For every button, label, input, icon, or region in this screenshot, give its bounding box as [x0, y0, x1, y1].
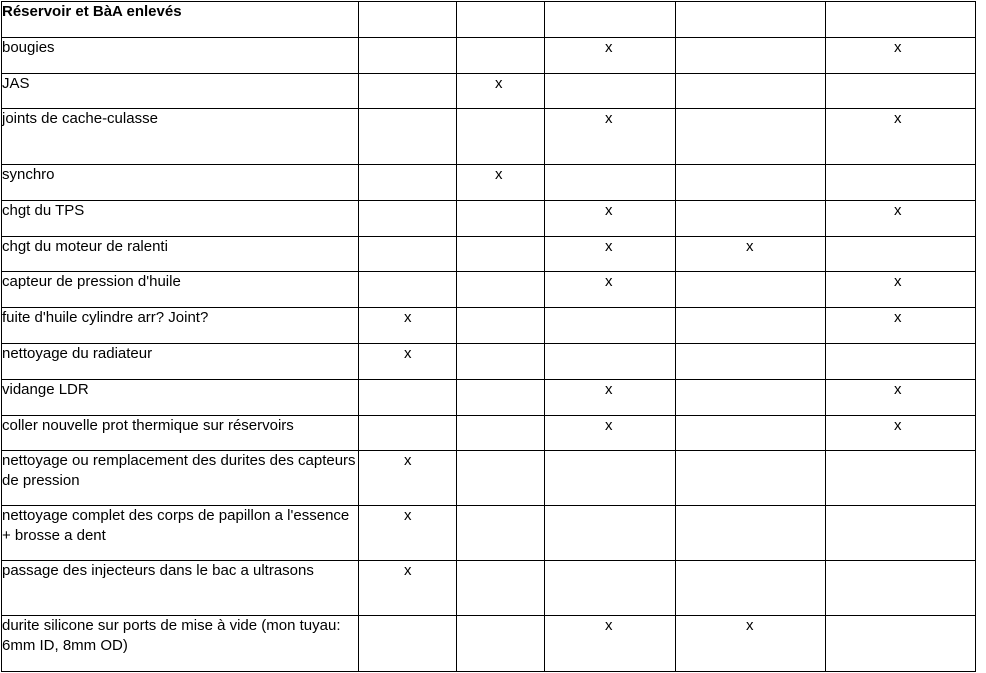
mark-value: x	[404, 452, 412, 469]
mark-value: x	[746, 238, 754, 255]
mark-cell	[826, 237, 976, 272]
header-cell	[545, 2, 676, 38]
table-row	[2, 237, 976, 272]
mark-cell	[359, 165, 457, 201]
table-row	[2, 451, 976, 506]
mark-cell	[676, 237, 826, 272]
row-label: nettoyage ou remplacement des durites des capteurs de pression	[2, 451, 359, 506]
mark-cell	[676, 74, 826, 109]
mark-cell	[826, 38, 976, 74]
table-row	[2, 272, 976, 308]
table-row	[2, 38, 976, 74]
row-label: JAS	[2, 74, 359, 109]
row-label: durite silicone sur ports de mise à vide (mon tuyau: 6mm ID, 8mm OD)	[2, 616, 359, 672]
mark-cell	[359, 416, 457, 451]
mark-cell	[359, 344, 457, 380]
mark-cell	[676, 416, 826, 451]
mark-cell	[359, 380, 457, 416]
row-label: nettoyage du radiateur	[2, 344, 359, 380]
header-cell	[826, 2, 976, 38]
mark-value: x	[404, 309, 412, 326]
mark-cell	[826, 272, 976, 308]
mark-cell	[676, 165, 826, 201]
table-row	[2, 344, 976, 380]
mark-cell	[457, 201, 545, 237]
table-row	[2, 561, 976, 616]
mark-cell	[676, 308, 826, 344]
mark-cell	[359, 308, 457, 344]
table-row	[2, 165, 976, 201]
row-label: capteur de pression d'huile	[2, 272, 359, 308]
mark-value: x	[894, 202, 902, 219]
mark-cell	[457, 561, 545, 616]
mark-value: x	[894, 39, 902, 56]
row-label: nettoyage complet des corps de papillon a l'essence + brosse a dent	[2, 506, 359, 561]
mark-cell	[676, 344, 826, 380]
table-row	[2, 308, 976, 344]
mark-cell	[457, 272, 545, 308]
mark-cell	[545, 38, 676, 74]
mark-cell	[545, 272, 676, 308]
row-label: vidange LDR	[2, 380, 359, 416]
mark-cell	[676, 506, 826, 561]
row-label: synchro	[2, 165, 359, 201]
mark-cell	[545, 109, 676, 165]
mark-cell	[359, 38, 457, 74]
task-table	[1, 1, 976, 672]
mark-cell	[545, 344, 676, 380]
table-row	[2, 506, 976, 561]
mark-cell	[676, 201, 826, 237]
mark-cell	[545, 165, 676, 201]
mark-cell	[826, 308, 976, 344]
mark-cell	[457, 344, 545, 380]
mark-cell	[359, 272, 457, 308]
mark-cell	[676, 38, 826, 74]
mark-cell	[826, 74, 976, 109]
header-cell	[457, 2, 545, 38]
mark-cell	[545, 74, 676, 109]
mark-cell	[545, 616, 676, 672]
mark-cell	[457, 308, 545, 344]
mark-value: x	[894, 417, 902, 434]
table-row	[2, 616, 976, 672]
mark-value: x	[605, 273, 613, 290]
mark-cell	[457, 38, 545, 74]
mark-cell	[676, 451, 826, 506]
mark-cell	[457, 451, 545, 506]
mark-cell	[545, 506, 676, 561]
mark-cell	[457, 237, 545, 272]
mark-cell	[457, 74, 545, 109]
mark-cell	[457, 165, 545, 201]
mark-cell	[545, 201, 676, 237]
mark-cell	[545, 451, 676, 506]
mark-cell	[359, 74, 457, 109]
mark-value: x	[894, 273, 902, 290]
mark-cell	[826, 201, 976, 237]
mark-cell	[545, 416, 676, 451]
mark-cell	[826, 451, 976, 506]
mark-value: x	[605, 202, 613, 219]
row-label: bougies	[2, 38, 359, 74]
mark-cell	[826, 344, 976, 380]
row-label: passage des injecteurs dans le bac a ultrasons	[2, 561, 359, 616]
mark-value: x	[605, 238, 613, 255]
mark-cell	[457, 109, 545, 165]
mark-cell	[676, 616, 826, 672]
mark-cell	[826, 616, 976, 672]
table-row	[2, 109, 976, 165]
mark-cell	[826, 380, 976, 416]
mark-cell	[545, 380, 676, 416]
row-label: chgt du moteur de ralenti	[2, 237, 359, 272]
mark-value: x	[495, 166, 503, 183]
mark-cell	[457, 416, 545, 451]
mark-cell	[676, 109, 826, 165]
mark-cell	[545, 561, 676, 616]
mark-cell	[457, 380, 545, 416]
mark-value: x	[605, 617, 613, 634]
header-row	[2, 2, 976, 38]
mark-cell	[359, 451, 457, 506]
table-row	[2, 201, 976, 237]
table-row	[2, 74, 976, 109]
mark-value: x	[404, 562, 412, 579]
table-row	[2, 416, 976, 451]
mark-cell	[545, 237, 676, 272]
mark-value: x	[404, 507, 412, 524]
mark-cell	[359, 201, 457, 237]
table-row	[2, 380, 976, 416]
header-cell	[359, 2, 457, 38]
mark-cell	[826, 165, 976, 201]
mark-cell	[359, 506, 457, 561]
mark-value: x	[605, 39, 613, 56]
mark-cell	[676, 561, 826, 616]
mark-cell	[457, 616, 545, 672]
mark-cell	[359, 109, 457, 165]
mark-cell	[826, 416, 976, 451]
mark-value: x	[404, 345, 412, 362]
row-label: chgt du TPS	[2, 201, 359, 237]
mark-value: x	[605, 110, 613, 127]
mark-cell	[359, 561, 457, 616]
mark-cell	[359, 616, 457, 672]
header-label: Réservoir et BàA enlevés	[2, 2, 359, 38]
mark-cell	[545, 308, 676, 344]
mark-cell	[826, 109, 976, 165]
row-label: fuite d'huile cylindre arr? Joint?	[2, 308, 359, 344]
row-label: coller nouvelle prot thermique sur réservoirs	[2, 416, 359, 451]
mark-cell	[359, 237, 457, 272]
mark-value: x	[605, 417, 613, 434]
mark-value: x	[746, 617, 754, 634]
mark-cell	[676, 272, 826, 308]
mark-value: x	[894, 381, 902, 398]
mark-value: x	[894, 110, 902, 127]
row-label: joints de cache-culasse	[2, 109, 359, 165]
mark-cell	[826, 506, 976, 561]
mark-cell	[676, 380, 826, 416]
mark-value: x	[605, 381, 613, 398]
mark-value: x	[495, 75, 503, 92]
header-cell	[676, 2, 826, 38]
mark-value: x	[894, 309, 902, 326]
mark-cell	[457, 506, 545, 561]
mark-cell	[826, 561, 976, 616]
